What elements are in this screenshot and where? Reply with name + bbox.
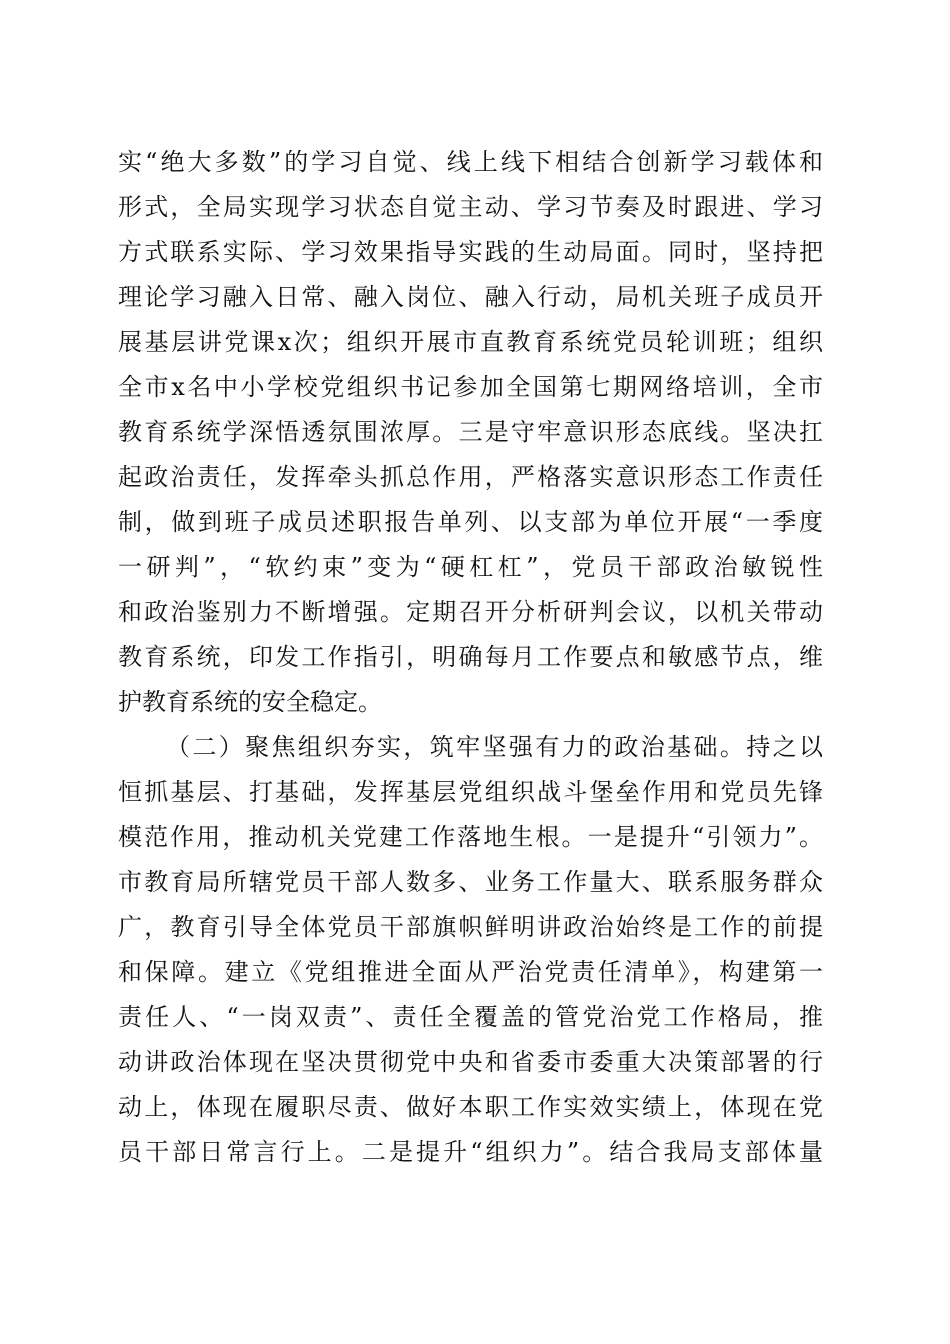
text-line: 形式，全局实现学习状态自觉主动、学习节奏及时跟进、学习 bbox=[118, 193, 823, 221]
text-line: 一研判”，“软约束”变为“硬杠杠”，党员干部政治敏锐性 bbox=[118, 553, 823, 581]
text-line: 教育系统学深悟透氛围浓厚。三是守牢意识形态底线。坚决扛 bbox=[118, 418, 823, 446]
text-line: 教育系统，印发工作指引，明确每月工作要点和敏感节点，维 bbox=[118, 643, 823, 671]
text-line: 员干部日常言行上。二是提升“组织力”。结合我局支部体量 bbox=[118, 1138, 823, 1166]
document-page bbox=[118, 140, 823, 1175]
text-line: 全市x名中小学校党组织书记参加全国第七期网络培训，全市 bbox=[118, 373, 823, 401]
text-line: 理论学习融入日常、融入岗位、融入行动，局机关班子成员开 bbox=[118, 283, 823, 311]
text-line: 动讲政治体现在坚决贯彻党中央和省委市委重大决策部署的行 bbox=[118, 1048, 823, 1076]
text-line: 制，做到班子成员述职报告单列、以支部为单位开展“一季度 bbox=[118, 508, 823, 536]
text-line: 实“绝大多数”的学习自觉、线上线下相结合创新学习载体和 bbox=[118, 148, 823, 176]
text-line: 模范作用，推动机关党建工作落地生根。一是提升“引领力”。 bbox=[118, 823, 823, 851]
paragraph-1 bbox=[118, 140, 823, 725]
text-line: 广，教育引导全体党员干部旗帜鲜明讲政治始终是工作的前提 bbox=[118, 913, 823, 941]
section-heading-line: （二）聚焦组织夯实，筑牢坚强有力的政治基础。持之以 bbox=[166, 733, 823, 761]
text-line: 和保障。建立《党组推进全面从严治党责任清单》，构建第一 bbox=[118, 958, 823, 986]
paragraph-2 bbox=[118, 725, 823, 1175]
text-line: 起政治责任，发挥牵头抓总作用，严格落实意识形态工作责任 bbox=[118, 463, 823, 491]
text-line: 市教育局所辖党员干部人数多、业务工作量大、联系服务群众 bbox=[118, 868, 823, 896]
text-line: 展基层讲党课x次；组织开展市直教育系统党员轮训班；组织 bbox=[118, 328, 823, 356]
text-line: 动上，体现在履职尽责、做好本职工作实效实绩上，体现在党 bbox=[118, 1093, 823, 1121]
text-line: 责任人、“一岗双责”、责任全覆盖的管党治党工作格局，推 bbox=[118, 1003, 823, 1031]
text-line: 方式联系实际、学习效果指导实践的生动局面。同时，坚持把 bbox=[118, 238, 823, 266]
text-line: 和政治鉴别力不断增强。定期召开分析研判会议，以机关带动 bbox=[118, 598, 823, 626]
text-line: 恒抓基层、打基础，发挥基层党组织战斗堡垒作用和党员先锋 bbox=[118, 778, 823, 806]
text-line: 护教育系统的安全稳定。 bbox=[118, 688, 382, 716]
